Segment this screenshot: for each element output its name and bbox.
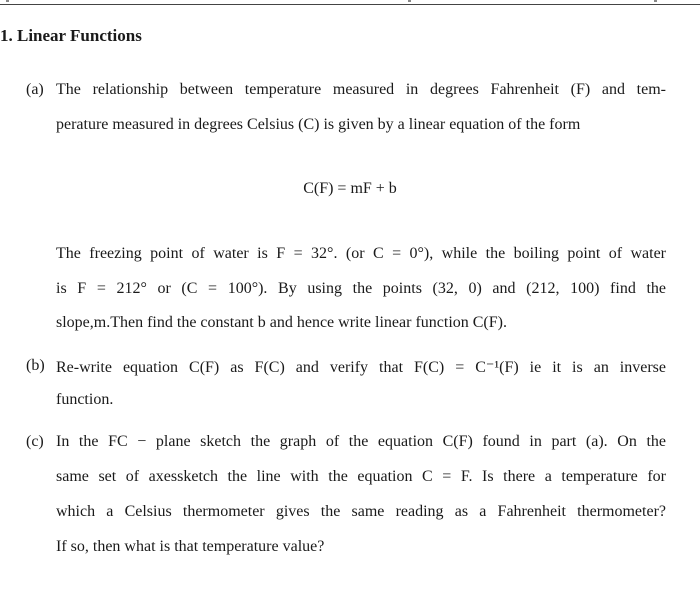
part-a-line-5: slope,m.Then find the constant b and hence write linear function C(F). — [56, 314, 507, 331]
part-a-line-4: is F = 212° or (C = 100°). By using the points (32, 0) and (212, 100) find the — [56, 280, 666, 297]
section-heading: 1. Linear Functions — [0, 26, 142, 45]
part-a-equation: C(F) = mF + b — [303, 180, 397, 197]
part-a-line-2: perature measured in degrees Celsius (C) is given by a linear equation of the form — [56, 116, 581, 133]
part-b-line-2: function. — [56, 391, 114, 408]
part-b-label: (b) — [26, 357, 45, 374]
part-a-line-3: The freezing point of water is F = 32°. (or C = 0°), while the boiling point of water — [56, 245, 666, 262]
part-a-line-1: The relationship between temperature measured in degrees Fahrenheit (F) and tem- — [56, 81, 666, 98]
part-c-line-3: which a Celsius thermometer gives the same reading as a Fahrenheit thermometer? — [56, 503, 666, 520]
part-a-label: (a) — [26, 81, 44, 98]
part-c-line-4: If so, then what is that temperature value? — [56, 538, 325, 555]
part-c-label: (c) — [26, 433, 44, 450]
part-c-line-2: same set of axessketch the line with the equation C = F. Is there a temperature for — [56, 468, 666, 485]
part-c-line-1: In the FC − plane sketch the graph of the equation C(F) found in part (a). On the — [56, 433, 666, 450]
part-b-line-1: Re-write equation C(F) as F(C) and verify that F(C) = C⁻¹(F) ie it is an inverse — [56, 359, 666, 376]
header-rule — [0, 4, 700, 5]
